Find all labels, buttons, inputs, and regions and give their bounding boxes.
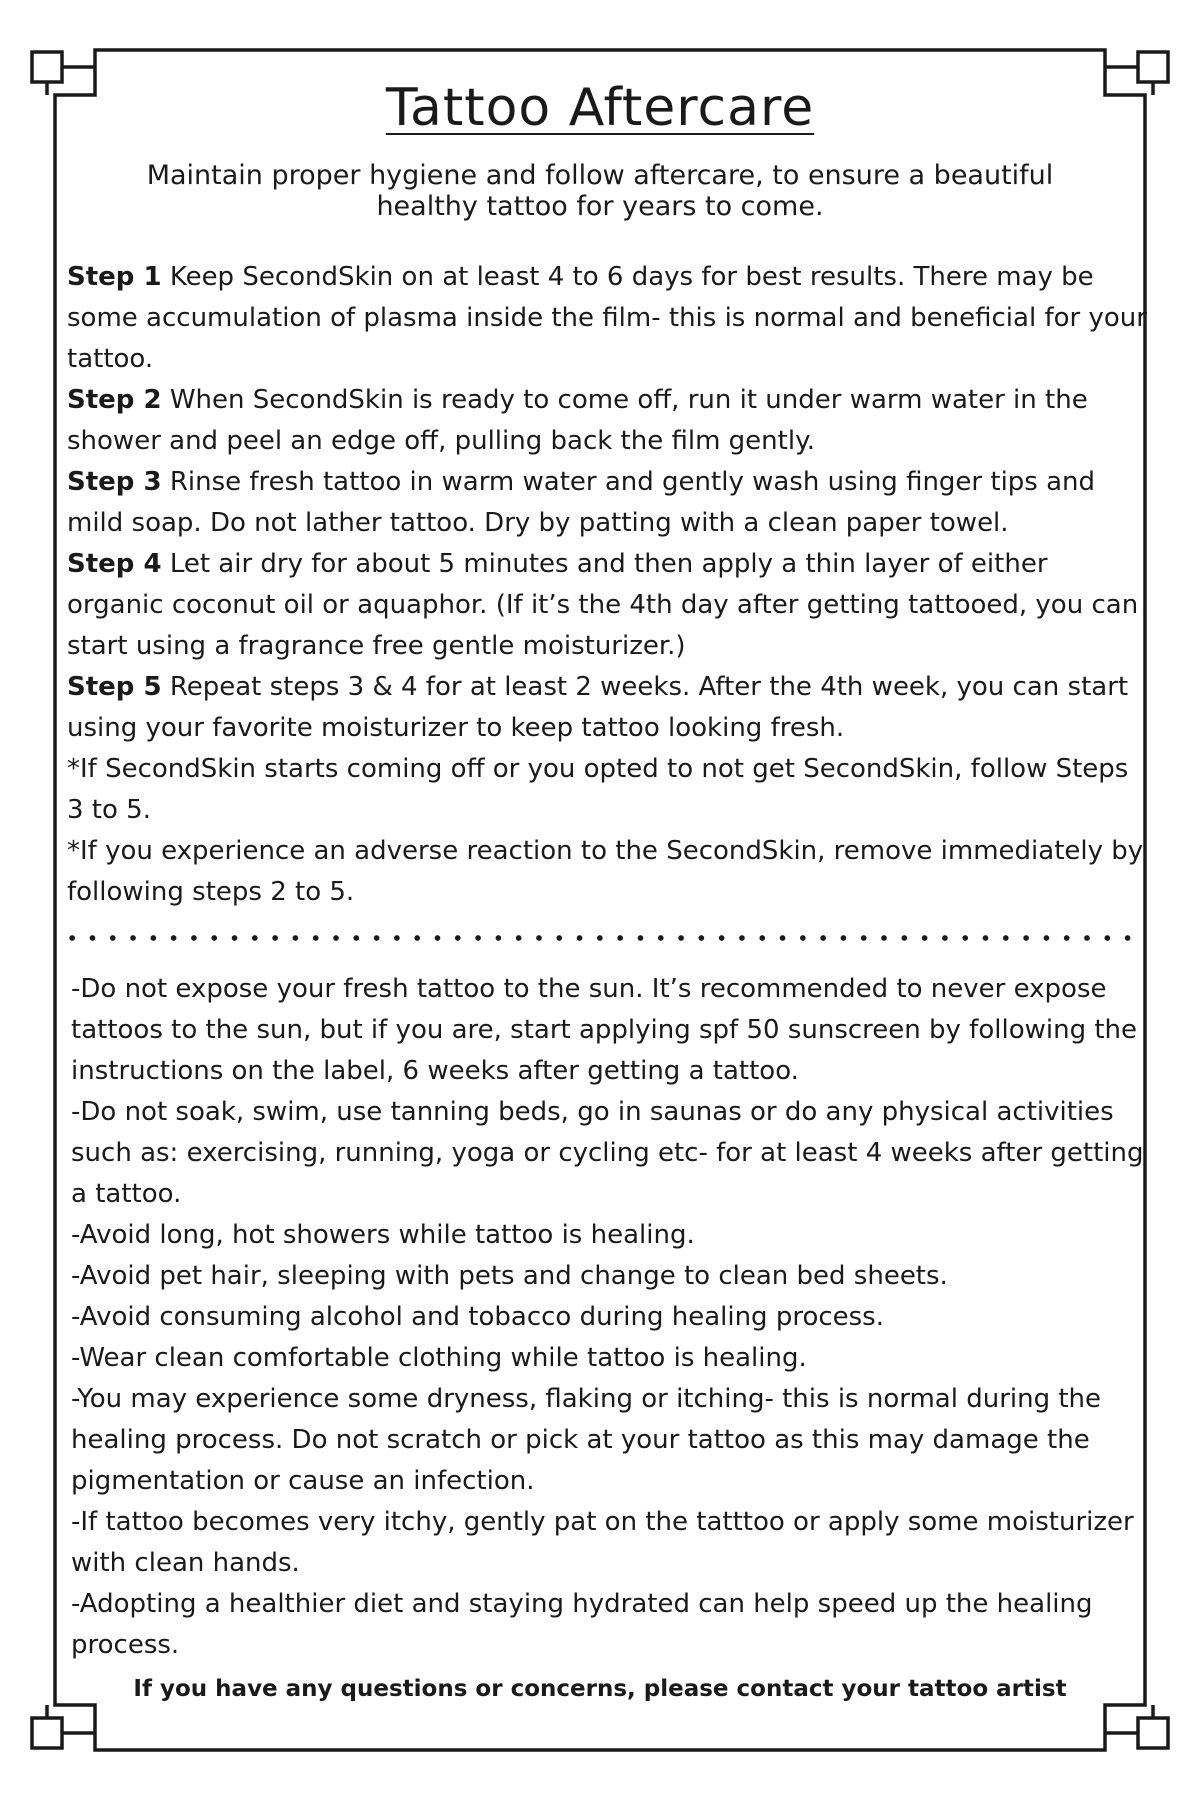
- step-text: When SecondSkin is ready to come off, run it under warm water in the shower and peel an edge off, pulling back the film gently.: [67, 385, 1088, 456]
- aftercare-steps: [67, 257, 1147, 913]
- step-label: Step 5: [67, 672, 162, 702]
- tip-alcohol: -Avoid consuming alcohol and tobacco during healing process.: [71, 1302, 884, 1332]
- step-label: Step 3: [67, 467, 162, 497]
- tip-sun: -Do not expose your fresh tattoo to the sun. It’s recommended to never expose tattoos to the sun, but if you are, start applying spf 50 sunscreen by following the instructions on the label, 6 weeks after getting a tattoo.: [71, 974, 1137, 1086]
- tip-soak-swim: -Do not soak, swim, use tanning beds, go in saunas or do any physical activities such as: exercising, running, yoga or cycling etc- for at least 4 weeks after getting a tattoo.: [71, 1097, 1144, 1209]
- step-text: Repeat steps 3 & 4 for at least 2 weeks. After the 4th week, you can start using your favorite moisturizer to keep tattoo looking fresh.: [67, 672, 1129, 743]
- dotted-divider: [62, 934, 1144, 942]
- step-label: Step 4: [67, 549, 162, 579]
- step-5: [67, 667, 1147, 749]
- aftercare-tips: [71, 969, 1151, 1666]
- tip-diet: -Adopting a healthier diet and staying hydrated can help speed up the healing process.: [71, 1589, 1093, 1660]
- tip-itchy: -If tattoo becomes very itchy, gently pat on the tatttoo or apply some moisturizer with clean hands.: [71, 1507, 1134, 1578]
- step-label: Step 1: [67, 262, 162, 292]
- step-text: Rinse fresh tattoo in warm water and gently wash using finger tips and mild soap. Do not lather tattoo. Dry by patting with a clean paper towel.: [67, 467, 1096, 538]
- step-label: Step 2: [67, 385, 162, 415]
- step-4: [67, 544, 1147, 667]
- note-adverse-reaction: *If you experience an adverse reaction to the SecondSkin, remove immediately by following steps 2 to 5.: [67, 836, 1144, 907]
- step-text: Keep SecondSkin on at least 4 to 6 days for best results. There may be some accumulation of plasma inside the film- this is normal and beneficial for your tattoo.: [67, 262, 1147, 374]
- step-1: [67, 257, 1147, 380]
- note-secondskin-off: *If SecondSkin starts coming off or you opted to not get SecondSkin, follow Steps 3 to 5.: [67, 754, 1129, 825]
- tip-showers: -Avoid long, hot showers while tattoo is healing.: [71, 1220, 695, 1250]
- page-title: Tattoo Aftercare: [385, 78, 815, 138]
- page-subtitle: Maintain proper hygiene and follow aftercare, to ensure a beautiful healthy tattoo for years to come.: [146, 160, 1054, 222]
- contact-footer: If you have any questions or concerns, please contact your tattoo artist: [133, 1676, 1067, 1702]
- tip-pets: -Avoid pet hair, sleeping with pets and change to clean bed sheets.: [71, 1261, 948, 1291]
- tip-clothing: -Wear clean comfortable clothing while tattoo is healing.: [71, 1343, 807, 1373]
- step-3: [67, 462, 1147, 544]
- tip-dryness: -You may experience some dryness, flaking or itching- this is normal during the healing process. Do not scratch or pick at your tattoo as this may damage the pigmentation or cause an infection.: [71, 1384, 1102, 1496]
- step-text: Let air dry for about 5 minutes and then apply a thin layer of either organic coconut oil or aquaphor. (If it’s the 4th day after getting tattooed, you can start using a fragrance free gentle moisturizer.): [67, 549, 1139, 661]
- step-2: [67, 380, 1147, 462]
